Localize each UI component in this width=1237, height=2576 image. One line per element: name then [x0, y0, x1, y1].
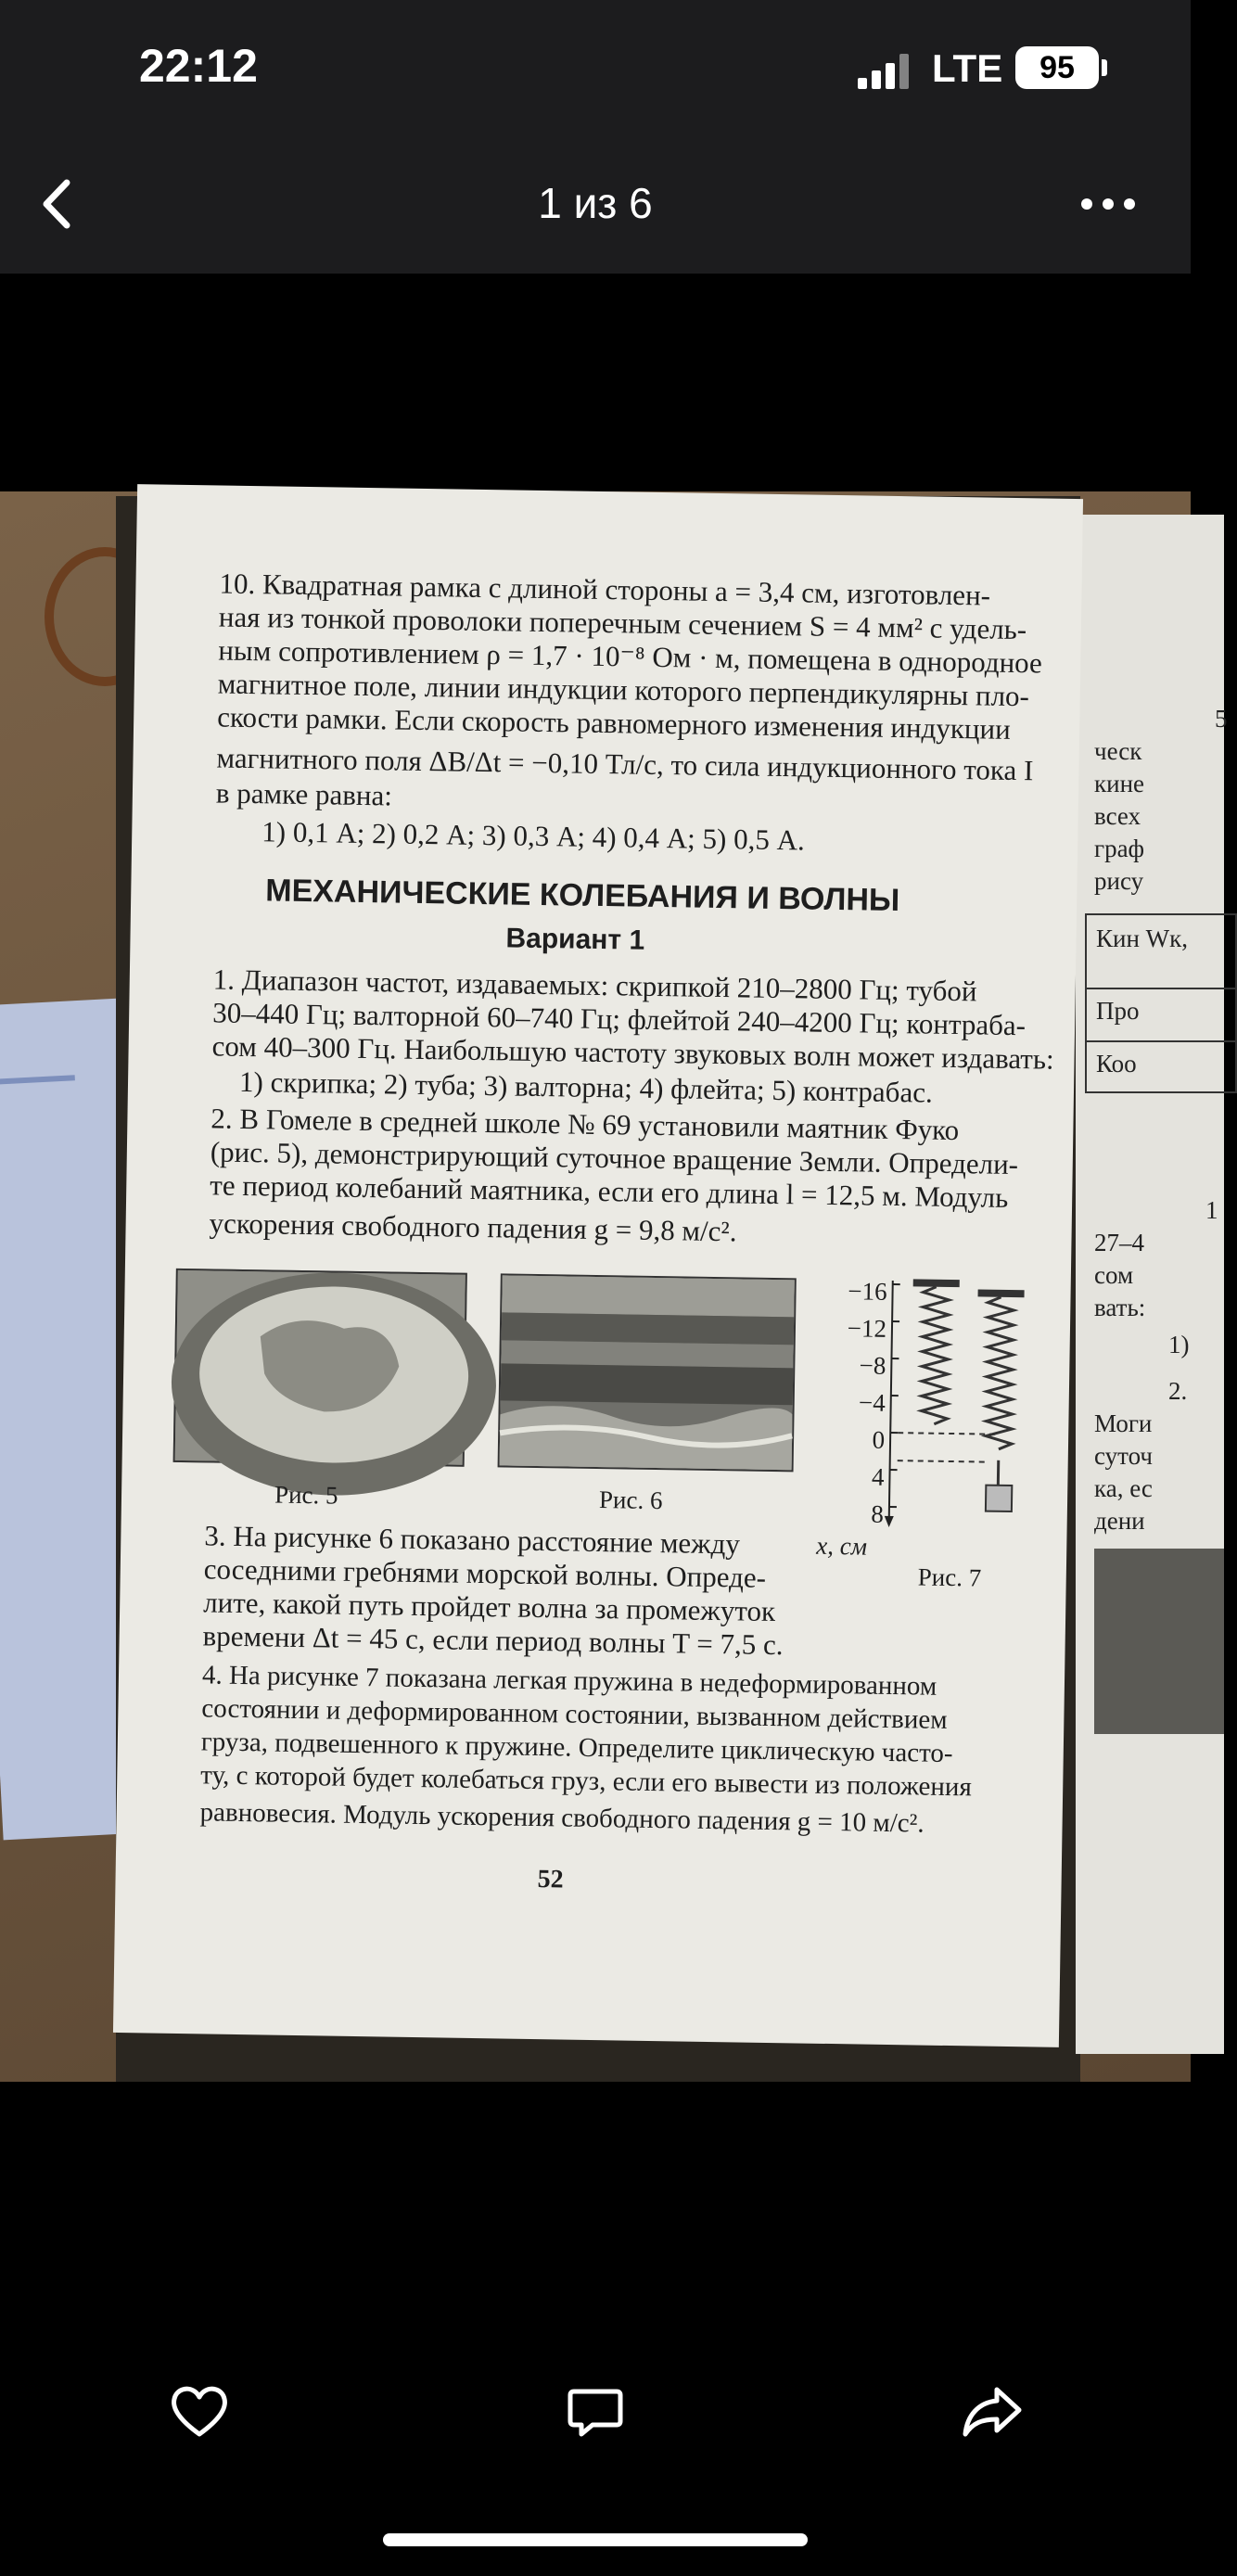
figure6-sea-wave-photo: [498, 1273, 797, 1472]
problem1-line: сом 40–300 Гц. Наибольшую частоту звуковых волн может издавать:: [211, 1029, 1054, 1076]
right-page-text: сом: [1094, 1261, 1134, 1289]
section-title: МЕХАНИЧЕСКИЕ КОЛЕБАНИЯ И ВОЛНЫ: [265, 873, 900, 919]
problem2-line: ускорения свободного падения g = 9,8 м/с².: [209, 1206, 737, 1248]
table-cell: Про: [1096, 997, 1140, 1025]
status-bar: [0, 0, 1191, 139]
fig7-axis-label: x, см: [816, 1531, 868, 1561]
figure7-caption: Рис. 7: [917, 1562, 982, 1592]
nav-bar: [0, 139, 1191, 274]
problem10-line: магнитного поля ΔB/Δt = −0,10 Тл/с, то сила индукционного тока I: [216, 741, 1034, 787]
fig7-tick-label: −12: [847, 1314, 887, 1343]
more-options-icon[interactable]: [1076, 185, 1141, 223]
problem4-line: ту, с которой будет колебаться груз, если его вывести из положения: [200, 1760, 973, 1803]
right-page-text: кине: [1094, 770, 1144, 797]
right-page-text: рису: [1094, 867, 1144, 895]
page-number: 52: [537, 1865, 564, 1894]
problem10-line: в рамке равна:: [215, 776, 393, 812]
table-cell: Кин Wк,: [1096, 925, 1189, 952]
problem1-answers: 1) скрипка; 2) туба; 3) валторна; 4) флейта; 5) контрабас.: [238, 1065, 934, 1109]
figure5-caption: Рис. 5: [274, 1480, 338, 1510]
figure6-caption: Рис. 6: [598, 1486, 663, 1515]
fig7-tick-label: 0: [872, 1425, 886, 1454]
battery-icon: 95: [1015, 46, 1099, 89]
home-indicator[interactable]: [383, 2533, 808, 2546]
right-page-text: 1): [1168, 1331, 1190, 1358]
right-page-photo: [1094, 1549, 1224, 1734]
network-type: LTE: [932, 46, 1003, 90]
fig7-tick-label: −8: [859, 1351, 886, 1380]
photo-image[interactable]: [0, 491, 1228, 2082]
fig7-tick-label: −16: [848, 1277, 887, 1306]
table-cell: Коо: [1096, 1050, 1137, 1078]
right-page-text: ческ: [1094, 737, 1142, 765]
right-page-text: 1: [1205, 1196, 1218, 1224]
problem10-answers: 1) 0,1 А; 2) 0,2 А; 3) 0,3 А; 4) 0,4 А; 5) 0,5 А.: [261, 815, 806, 857]
problem10-line: ная из тонкой проволоки поперечным сечением S = 4 мм² с удель-: [218, 600, 1027, 646]
fig7-tick-label: 8: [871, 1499, 885, 1528]
problem4-line: состоянии и деформированном состоянии, вызванном действием: [201, 1693, 948, 1735]
problem2-line: 2. В Гомеле в средней школе № 69 установили маятник Фуко: [210, 1102, 960, 1147]
variant-title: Вариант 1: [505, 923, 645, 956]
problem1-line: 1. Диапазон частот, издаваемых: скрипкой 210–2800 Гц; тубой: [212, 963, 977, 1008]
problem4-line: груза, подвешенного к пружине. Определите циклическую часто-: [200, 1727, 953, 1769]
problem3-line: соседними гребнями морской волны. Опреде-: [203, 1552, 767, 1594]
fig7-tick-label: 4: [871, 1462, 885, 1491]
problem2-line: те период колебаний маятника, если его длина l = 12,5 м. Модуль: [210, 1168, 1009, 1214]
right-page-text: дени: [1094, 1507, 1145, 1535]
comment-icon[interactable]: [563, 2378, 628, 2443]
heart-icon[interactable]: [167, 2378, 232, 2443]
bottom-toolbar: [0, 2337, 1191, 2504]
figure5-pendulum-photo: [173, 1269, 467, 1467]
problem10-line: 10. Квадратная рамка с длиной стороны a = 3,4 см, изготовлен-: [219, 567, 991, 612]
problem10-line: ным сопротивлением ρ = 1,7 · 10⁻⁸ Ом · м, помещена в однородное: [218, 633, 1043, 680]
fig7-tick-label: −4: [858, 1388, 886, 1417]
problem4-line: 4. На рисунке 7 показана легкая пружина в недеформированном: [201, 1660, 937, 1702]
right-book-page: [1076, 515, 1228, 2054]
problem3-line: лите, какой путь пройдет волна за промежуток: [202, 1586, 776, 1628]
problem4-line: равновесия. Модуль ускорения свободного падения g = 10 м/с².: [199, 1797, 925, 1839]
status-time: 22:12: [139, 40, 258, 92]
right-page-text: граф: [1094, 835, 1145, 862]
problem3-line: 3. На рисунке 6 показано расстояние между: [204, 1519, 741, 1561]
battery-tip: [1102, 59, 1107, 76]
right-page-text: 2.: [1168, 1377, 1188, 1405]
right-page-table: [1085, 913, 1237, 1093]
right-page-text: всех: [1094, 802, 1141, 830]
right-page-text: вать:: [1094, 1294, 1146, 1321]
right-page-text: 27–4: [1094, 1229, 1144, 1256]
share-icon[interactable]: [960, 2378, 1025, 2443]
problem2-line: (рис. 5), демонстрирующий суточное вращение Земли. Определи-: [210, 1135, 1019, 1181]
cellular-signal-icon: [858, 54, 912, 89]
right-page-text: Моги: [1094, 1409, 1153, 1437]
problem10-line: скости рамки. Если скорость равномерного изменения индукции: [216, 700, 1011, 746]
problem1-line: 30–440 Гц; валторной 60–740 Гц; флейтой 240–4200 Гц; контраба-: [211, 996, 1027, 1042]
problem10-line: магнитное поле, линии индукции которого перпендикулярны пло-: [217, 667, 1030, 713]
book-page: [113, 484, 1083, 2047]
right-page-text: 5: [1215, 705, 1228, 733]
right-page-text: ка, ес: [1094, 1474, 1153, 1502]
image-counter-title: 1 из 6: [538, 179, 653, 227]
problem3-line: времени Δt = 45 с, если период волны T = 7,5 с.: [202, 1619, 784, 1662]
right-page-text: суточ: [1094, 1442, 1153, 1470]
